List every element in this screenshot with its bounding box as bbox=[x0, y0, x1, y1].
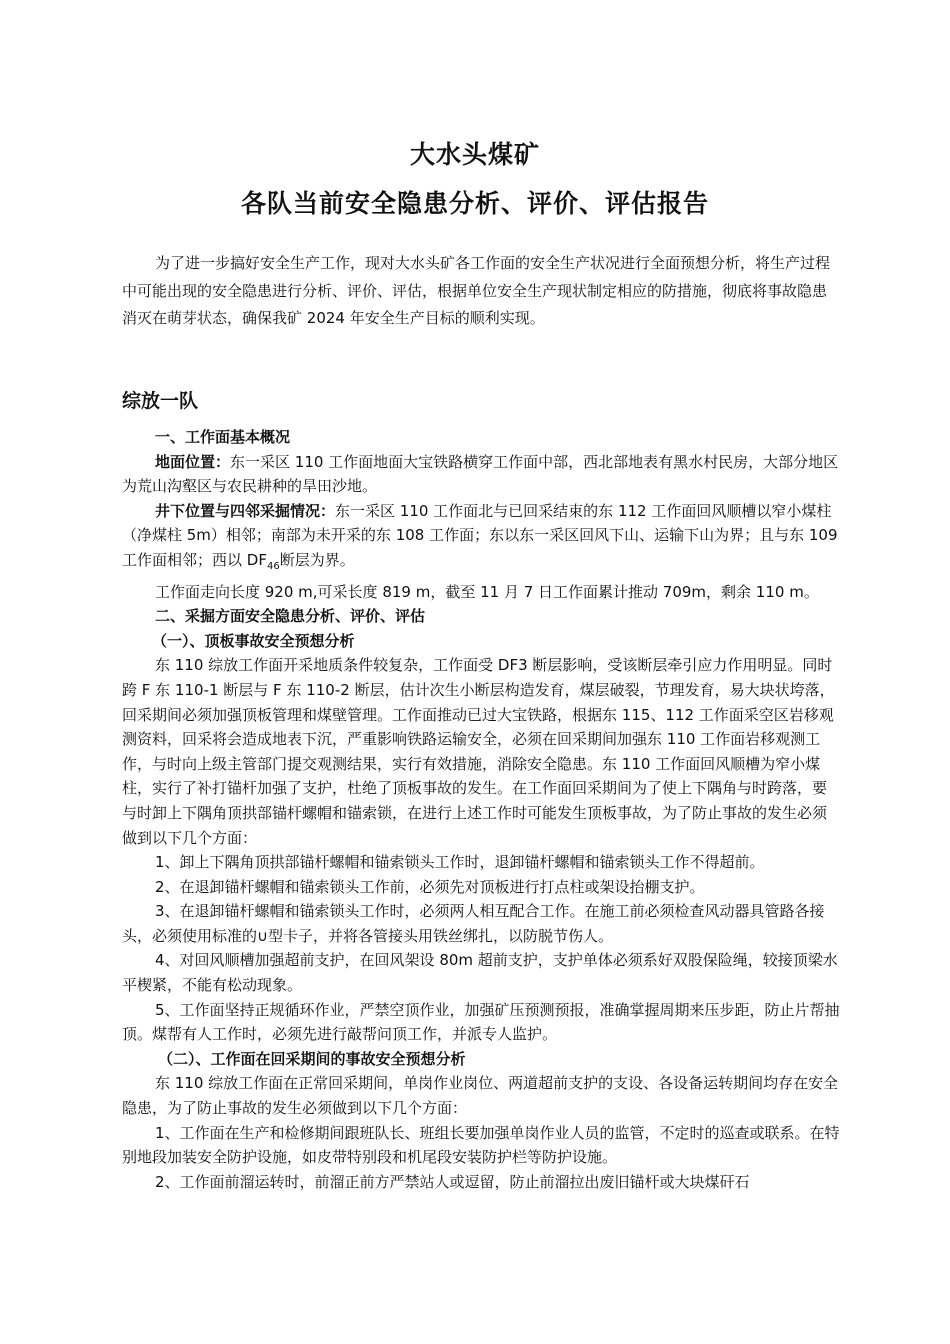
surface-location-text: 东一采区 110 工作面地面大宝铁路横穿工作面中部，西北部地表有黑水村民房，大部分地区为荒山沟壑区与农民耕种的旱田沙地。 bbox=[122, 452, 839, 496]
underground-location-label: 井下位置与四邻采掘情况： bbox=[155, 501, 336, 520]
section-2-heading: 二、采掘方面安全隐患分析、评价、评估 bbox=[155, 607, 426, 626]
section-1-heading: 一、工作面基本概况 bbox=[155, 428, 291, 446]
underground-location-paragraph bbox=[122, 499, 840, 580]
subsection-1-heading: （一）、顶板事故安全预想分析 bbox=[152, 631, 355, 650]
team-heading: 综放一队 bbox=[122, 390, 199, 412]
list-item: 4、对回风顺槽加强超前支护，在回风架设 80m 超前支护，支护单体必须系好双股保险绳，较接顶梁水平楔紧，不能有松动现象。 bbox=[122, 951, 838, 995]
list-item: 2、工作面前溜运转时，前溜正前方严禁站人或逗留，防止前溜拉出废旧锚杆或大块煤矸石 bbox=[155, 1172, 750, 1191]
intro-paragraph: 为了进一步搞好安全生产工作，现对大水头矿各工作面的安全生产状况进行全面预想分析，将生产过程中可能出现的安全隐患进行分析、评价、评估，根据单位安全生产现状制定相应的防措施，彻底将事故隐患消灭在萌芽状态，确保我矿 2024 年安全生产目标的顺利实现。 bbox=[122, 254, 831, 327]
subsection-2-paragraph: 东 110 综放工作面在正常回采期间，单岗作业岗位、两道超前支护的支设、各设备运转期间均存在安全隐患，为了防止事故的发生必须做到以下几个方面： bbox=[122, 1074, 839, 1118]
document-subtitle: 各队当前安全隐患分析、评价、评估报告 bbox=[240, 189, 709, 218]
surface-location-paragraph bbox=[122, 450, 840, 499]
surface-location-label: 地面位置： bbox=[155, 452, 231, 471]
working-face-length-paragraph: 工作面走向长度 920 m,可采长度 819 m，截至 11 月 7 日工作面累计推动 709m，剩余 110 m。 bbox=[155, 582, 819, 601]
report-content bbox=[122, 425, 840, 1194]
subsection-2-heading: （二）、工作面在回采期间的事故安全预想分析 bbox=[158, 1049, 466, 1068]
list-item: 5、工作面坚持正规循环作业，严禁空顶作业，加强矿压预测预报，准确掌握周期来压步距，防止片帮抽顶。煤帮有人工作时，必须先进行敲帮问顶工作，并派专人监护。 bbox=[122, 1000, 840, 1044]
subsection-1-paragraph: 东 110 综放工作面开采地质条件较复杂，工作面受 DF3 断层影响，受该断层牵引应力作用明显。同时跨 F 东 110-1 断层与 F 东 110-2 断层，估计次生小断层构造发育，煤层破裂，节理发育，易大块状垮落，回采期间必须加强顶板管理和煤壁管理。工作面推动已过大宝铁路，根据东 115、112 工作面采空区岩移观测资料，回采将会造成地表下沉，严重影响铁路运输安全，必须在回采期间加强东 110 工作面岩移观测工作，与时向上级主管部门提交观测结果，实行有效措施，消除安全隐患。东 110 工作面回风顺槽为窄小煤柱，实行了补打锚杆加强了支护，杜绝了顶板事故的发生。在工作面回采期间为了使上下隅角与时跨落，要与时卸上下隅角顶拱部锚杆螺帽和锚索锁，在进行上述工作时可能发生顶板事故，为了防止事故的发生必须做到以下几个方面： bbox=[122, 656, 835, 847]
underground-location-text: 东一采区 110 工作面北与已回采结束的东 112 工作面回风顺槽以窄小煤柱（净煤柱 5m）相邻；南部为未开采的东 108 工作面；东以东一采区回风下山、运输下山为界；且与东 109 工作面相邻；西以 DF bbox=[122, 501, 838, 569]
document-title: 大水头煤矿 bbox=[409, 140, 540, 169]
fault-subscript: 46 bbox=[266, 560, 280, 572]
list-item: 2、在退卸锚杆螺帽和锚索锁头工作前，必须先对顶板进行打点柱或架设抬棚支护。 bbox=[155, 877, 705, 896]
underground-location-text-end: 断层为界。 bbox=[279, 550, 355, 569]
list-item: 3、在退卸锚杆螺帽和锚索锁头工作时，必须两人相互配合工作。在施工前必须检查风动器具管路各接头，必须使用标准的∪型卡子，并将各管接头用铁丝绑扎，以防脱节伤人。 bbox=[122, 902, 825, 945]
list-item: 1、工作面在生产和检修期间跟班队长、班组长要加强单岗作业人员的监管，不定时的巡查或联系。在特别地段加装安全防护设施，如皮带特别段和机尾段安装防护栏等防护设施。 bbox=[122, 1123, 840, 1167]
list-item: 1、卸上下隅角顶拱部锚杆螺帽和锚索锁头工作时，退卸锚杆螺帽和锚索锁头工作不得超前。 bbox=[155, 853, 765, 872]
